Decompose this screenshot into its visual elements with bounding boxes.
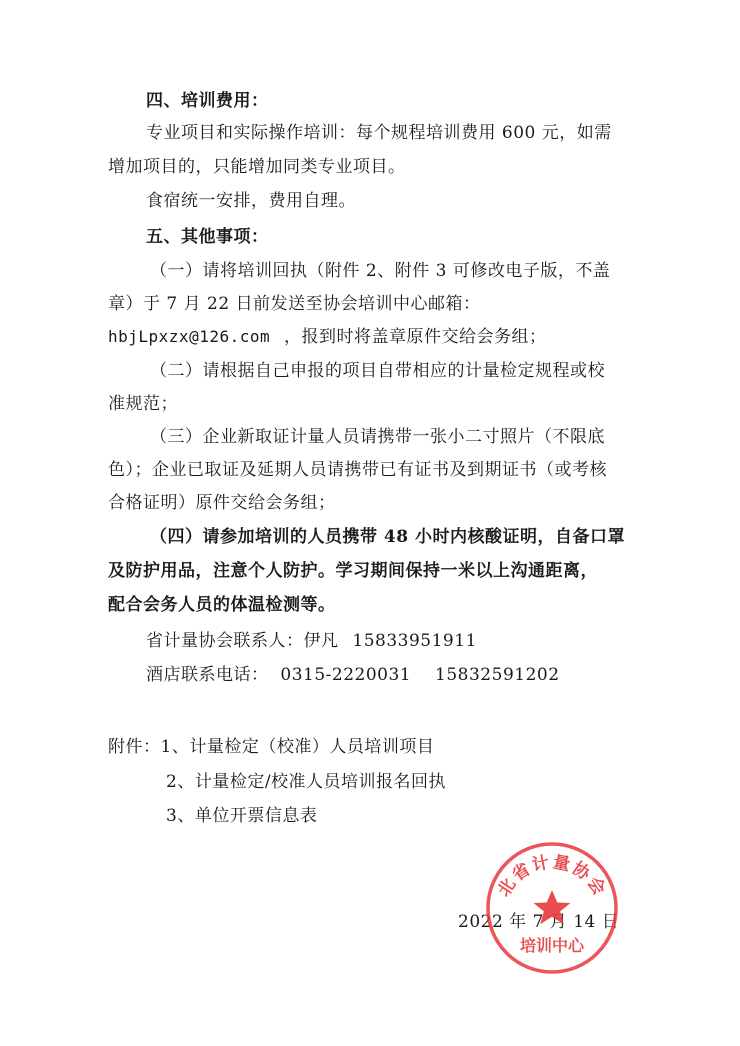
other-heading: 五、其他事项： xyxy=(146,227,269,247)
seal-bottom-text: 培训中心 xyxy=(519,936,585,955)
attachments-prefix: 附件： xyxy=(108,737,161,757)
email-address: hbjLpxzx@126.com xyxy=(108,327,271,346)
hotel-phone-1: 0315-2220031 xyxy=(280,665,412,685)
hotel-phone-2: 15832591202 xyxy=(435,665,560,685)
item1-line-2: 章）于 7 月 22 日前发送至协会培训中心邮箱： xyxy=(108,294,481,314)
item1-line-3: ，报到时将盖章原件交给会务组； xyxy=(284,327,547,347)
seal-top-text: 北省计量协会 xyxy=(494,852,610,901)
association-phone: 15833951911 xyxy=(352,631,477,651)
item3-line-1: （三）企业新取证计量人员请携带一张小二寸照片（不限底 xyxy=(150,427,605,447)
fee-line-2: 增加项目的，只能增加同类专业项目。 xyxy=(108,157,406,177)
hotel-contact xyxy=(146,664,560,686)
hotel-contact-label: 酒店联系电话： xyxy=(146,665,269,685)
association-contact-label: 省计量协会联系人：伊凡 xyxy=(146,631,339,651)
item4-line-2: 及防护用品，注意个人防护。学习期间保持一米以上沟通距离， xyxy=(108,561,598,581)
attachment-3: 3、单位开票信息表 xyxy=(166,806,318,826)
item2-line-1: （二）请根据自己申报的项目自带相应的计量检定规程或校 xyxy=(150,361,605,381)
board-line: 食宿统一安排，费用自理。 xyxy=(146,191,356,211)
item1-email-line xyxy=(108,326,547,348)
item4-line-1: （四）请参加培训的人员携带 48 小时内核酸证明，自备口罩 xyxy=(150,527,625,547)
item4-line-3: 配合会务人员的体温检测等。 xyxy=(108,595,336,615)
attachment-1 xyxy=(108,736,434,758)
item1-line-1: （一）请将培训回执（附件 2、附件 3 可修改电子版，不盖 xyxy=(150,261,611,281)
seal-star-icon xyxy=(534,890,571,924)
association-contact xyxy=(146,630,477,652)
issue-date: 2022 年 7 月 14 日 xyxy=(458,912,620,932)
official-seal xyxy=(482,838,622,978)
fee-line-1: 专业项目和实际操作培训：每个规程培训费用 600 元，如需 xyxy=(146,123,612,143)
item3-line-2: 色）；企业已取证及延期人员请携带已有证书及到期证书（或考核 xyxy=(108,460,607,480)
attachment-1-text: 1、计量检定（校准）人员培训项目 xyxy=(160,737,435,757)
item2-line-2: 准规范； xyxy=(108,394,178,414)
attachment-2: 2、计量检定/校准人员培训报名回执 xyxy=(166,772,447,792)
item3-line-3: 合格证明）原件交给会务组； xyxy=(108,493,336,513)
fee-heading: 四、培训费用： xyxy=(146,91,269,111)
